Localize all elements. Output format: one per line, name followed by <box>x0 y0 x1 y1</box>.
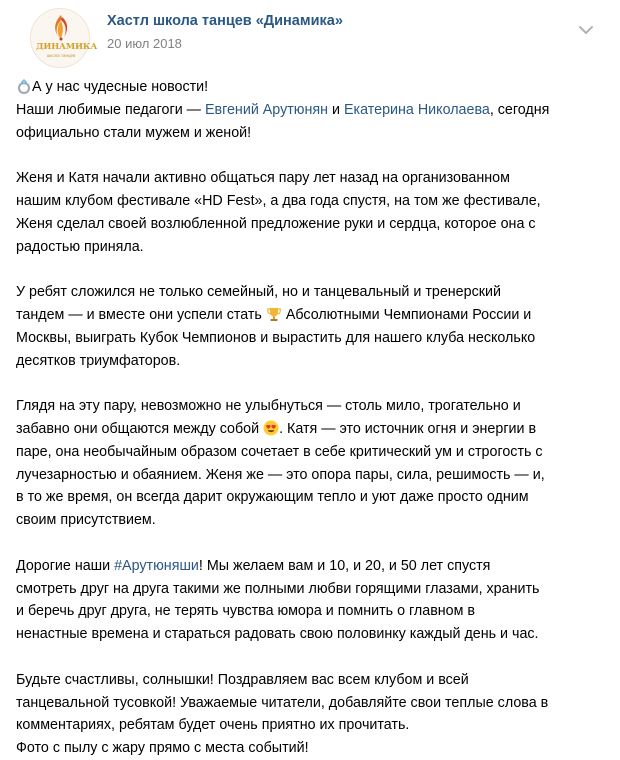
mention-link-evgeny[interactable]: Евгений Арутюнян <box>204 101 329 118</box>
paragraph-4: Глядя на эту пару, невозможно не улыбнуться — столь мило, трогательно и забавно они общаются между собой . Катя — это источник огня и энергии в паре, она необычайным образом сочетает в себе критический ум и строгость с лучезарностью и обаянием. Женя же — это опора пары, сила, решимость — и, в то же время, он всегда дарит окружающим тепло и уют даже просто одним своим присутствием. <box>16 398 545 529</box>
mention-link-ekaterina[interactable]: Екатерина Николаева <box>344 101 490 118</box>
paragraph-1: А у нас чудесные новости! Наши любимые педагоги — Евгений Арутюнян и Екатерина Николаева, сегодня официально стали мужем и женой! <box>16 79 550 141</box>
paragraph-2: Женя и Катя начали активно общаться пару лет назад на организованном нашим клубом фестивале «HD Fest», а два года спустя, на том же фестивале, Женя сделал своей возлюбленной предложение руки и сердца, которое она с радостью приняла. <box>16 170 541 255</box>
post-header <box>16 0 602 72</box>
post-text <box>16 76 616 760</box>
logo-text: ДИНАМИКА <box>36 42 98 52</box>
heart-eyes-icon <box>263 420 279 436</box>
hashtag-link[interactable]: #Арутюняши <box>114 557 199 574</box>
dancer-logo-icon <box>31 9 98 69</box>
paragraph-6: Будьте счастливы, солнышки! Поздравляем вас всем клубом и всей танцевальной тусовкой! Уважаемые читатели, добавляйте свои теплые слова в комментариях, ребятам будет очень приятно их прочитать. Фото с пылу с жару прямо с места событий! <box>16 671 549 757</box>
group-avatar[interactable] <box>30 8 98 68</box>
paragraph-5: Дорогие наши #Арутюняши! Мы желаем вам и 10, и 20, и 50 лет спустя смотреть друг на друга такими же полными любви горящими глазами, хранить и беречь друг друга, не терять чувства юмора и помнить о главном в ненастные времена и стараться радовать свою половинку каждый день и час. <box>16 557 540 643</box>
chevron-down-icon <box>576 20 596 40</box>
group-name-link[interactable]: Хастл школа танцев «Динамика» <box>107 13 343 29</box>
ring-icon <box>16 78 32 94</box>
post-menu-button[interactable] <box>576 20 596 40</box>
trophy-icon <box>266 306 282 322</box>
logo-subtext: школа танцев <box>46 53 76 58</box>
post-date[interactable]: 20 июл 2018 <box>107 36 182 51</box>
paragraph-3: У ребят сложился не только семейный, но и танцевальный и тренерский тандем — и вместе они успели стать Абсолютными Чемпионами России и Москвы, выиграть Кубок Чемпионов и вырастить для нашего клуба несколько десятков триумфаторов. <box>16 284 536 369</box>
